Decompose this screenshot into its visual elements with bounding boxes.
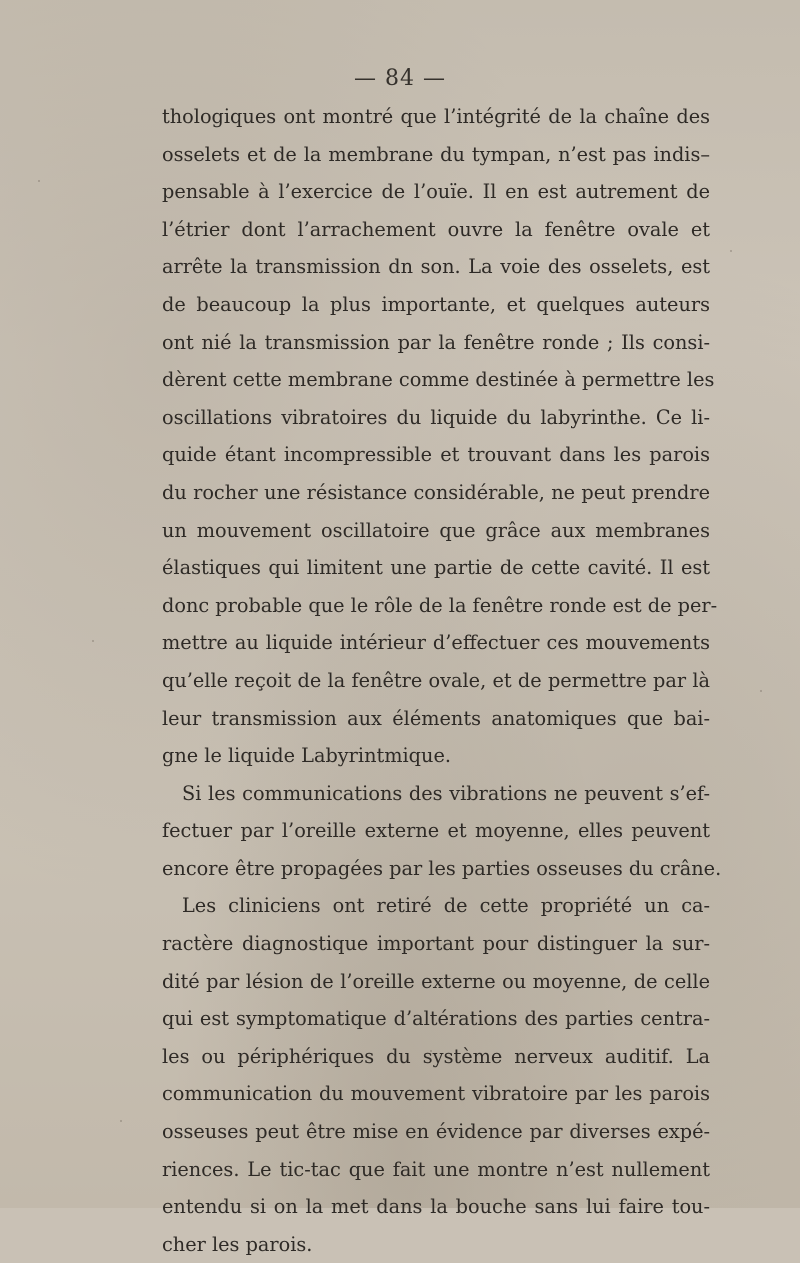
- text-line: osselets et de la membrane du tympan, n’est pas indis–: [162, 142, 710, 166]
- text-line: cher les parois.: [162, 1232, 313, 1256]
- paper-speck: [120, 1120, 122, 1122]
- text-line: ractère diagnostique important pour distinguer la sur-: [162, 932, 710, 956]
- text-line: dèrent cette membrane comme destinée à permettre les: [162, 368, 715, 392]
- text-line: leur transmission aux éléments anatomiques que bai-: [162, 706, 710, 730]
- text-line: arrête la transmission dn son. La voie des osselets, est: [162, 255, 710, 279]
- paper-speck: [730, 250, 732, 252]
- text-line: Les cliniciens ont retiré de cette propriété un ca-: [182, 894, 710, 918]
- text-line: qui est symptomatique d’altérations des parties centra-: [162, 1007, 710, 1031]
- text-line: l’étrier dont l’arrachement ouvre la fenêtre ovale et: [162, 217, 710, 241]
- text-line: qu’elle reçoit de la fenêtre ovale, et de permettre par là: [162, 668, 710, 692]
- paper-speck: [430, 1050, 432, 1052]
- text-line: riences. Le tic-tac que fait une montre n’est nullement: [162, 1157, 710, 1181]
- text-line: fectuer par l’oreille externe et moyenne, elles peuvent: [162, 819, 710, 843]
- text-line: osseuses peut être mise en évidence par diverses expé-: [162, 1120, 710, 1144]
- text-line: communication du mouvement vibratoire par les parois: [162, 1082, 710, 1106]
- paper-speck: [760, 690, 762, 692]
- text-line: du rocher une résistance considérable, ne peut prendre: [162, 480, 710, 504]
- text-line: dité par lésion de l’oreille externe ou moyenne, de celle: [162, 969, 710, 993]
- text-line: un mouvement oscillatoire que grâce aux membranes: [162, 518, 710, 542]
- text-line: les ou périphériques du système nerveux auditif. La: [162, 1044, 710, 1068]
- paper-speck: [92, 640, 94, 642]
- text-line: ont nié la transmission par la fenêtre ronde ; Ils consi-: [162, 330, 710, 354]
- text-line: pensable à l’exercice de l’ouïe. Il en est autrement de: [162, 180, 710, 204]
- text-line: encore être propagées par les parties osseuses du crâne.: [162, 856, 722, 880]
- text-line: gne le liquide Labyrintmique.: [162, 744, 451, 768]
- text-line: thologiques ont montré que l’intégrité de la chaîne des: [162, 105, 710, 128]
- text-line: oscillations vibratoires du liquide du labyrinthe. Ce li-: [162, 405, 710, 429]
- text-line: mettre au liquide intérieur d’effectuer ces mouvements: [162, 631, 710, 655]
- paper-speck: [38, 180, 40, 182]
- text-line: élastiques qui limitent une partie de cette cavité. Il est: [162, 556, 710, 580]
- page-number: — 84 —: [354, 66, 446, 91]
- text-line: entendu si on la met dans la bouche sans lui faire tou-: [162, 1195, 710, 1219]
- body-text: [162, 98, 722, 1263]
- text-line: Si les communications des vibrations ne peuvent s’ef-: [182, 781, 710, 805]
- text-line: quide étant incompressible et trouvant dans les parois: [162, 443, 710, 467]
- text-line: de beaucoup la plus importante, et quelques auteurs: [162, 292, 710, 316]
- text-line: donc probable que le rôle de la fenêtre ronde est de per-: [162, 593, 718, 617]
